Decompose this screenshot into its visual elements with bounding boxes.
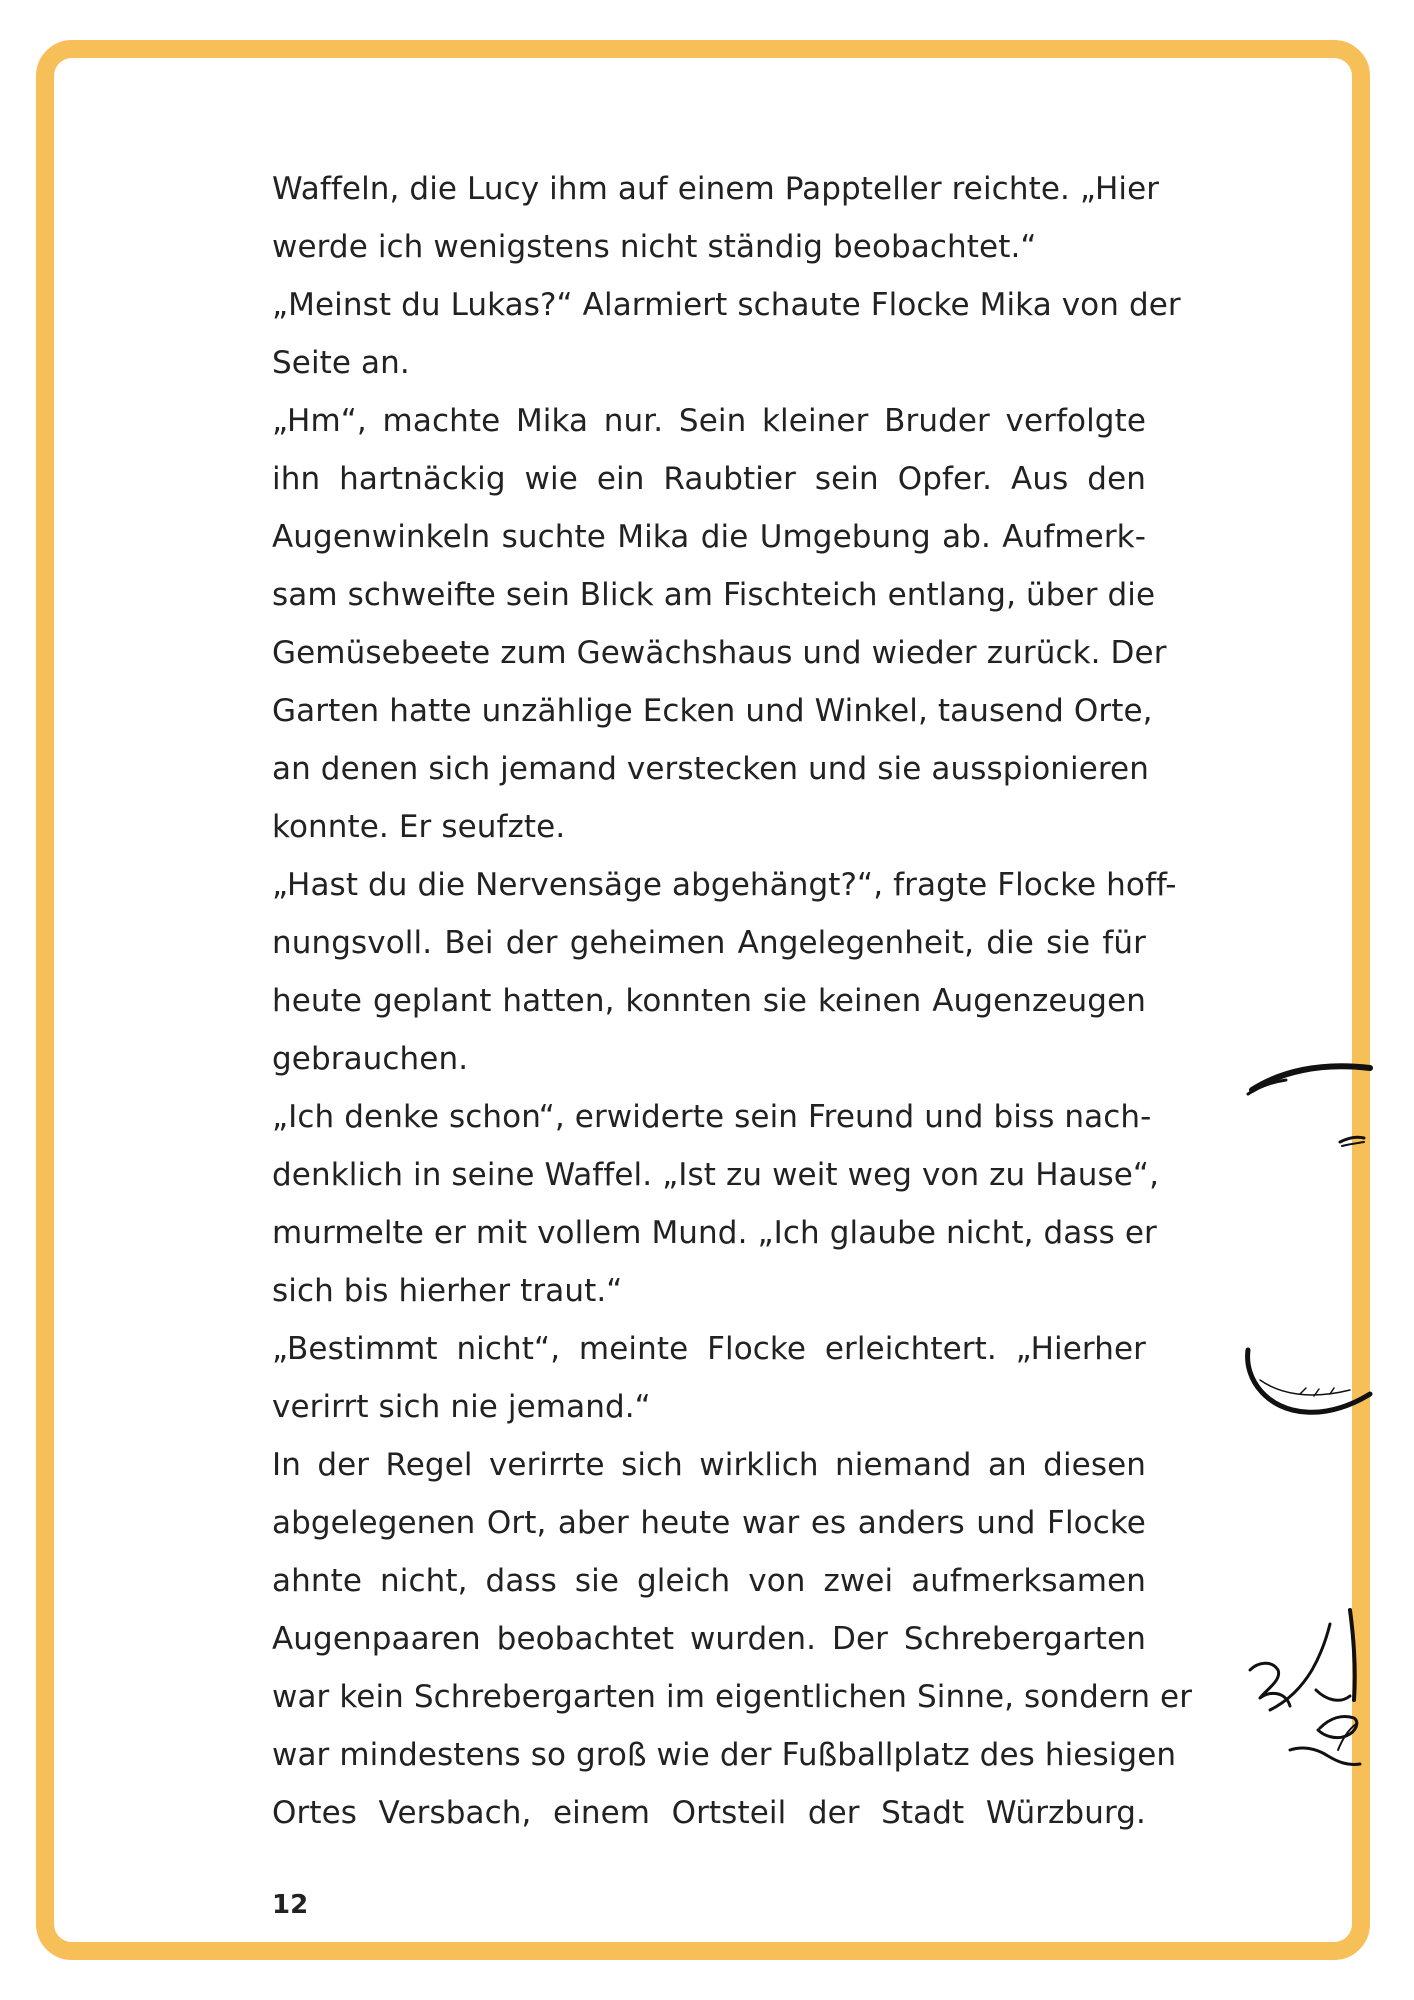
text-line: sam schweifte sein Blick am Fischteich entlang, über die [272,577,1156,613]
text-line: Garten hatte unzählige Ecken und Winkel, tausend Orte, [272,693,1153,729]
text-line: war mindestens so groß wie der Fußballplatz des hiesigen [272,1737,1177,1773]
text-line: In der Regel verirrte sich wirklich niemand an diesen [272,1447,1146,1483]
text-line: denklich in seine Waffel. „Ist zu weit weg von zu Hause“, [272,1157,1160,1193]
doodle-arc-top [1252,1066,1370,1090]
text-line: „Meinst du Lukas?“ Alarmiert schaute Flocke Mika von der [272,287,1181,323]
text-line: konnte. Er seufzte. [272,809,566,845]
text-line: murmelte er mit vollem Mund. „Ich glaube nicht, dass er [272,1215,1157,1251]
text-line: werde ich wenigstens nicht ständig beobachtet.“ [272,229,1037,265]
text-line: nungsvoll. Bei der geheimen Angelegenheit, die sie für [272,925,1146,961]
text-line: „Hm“, machte Mika nur. Sein kleiner Bruder verfolgte [272,403,1146,439]
text-line: „Hast du die Nervensäge abgehängt?“, fragte Flocke hoff- [272,867,1177,903]
text-line: ihn hartnäckig wie ein Raubtier sein Opfer. Aus den [272,461,1146,497]
text-line: an denen sich jemand verstecken und sie ausspionieren [272,751,1149,787]
text-line: Seite an. [272,345,410,381]
doodle-dash [1340,1137,1364,1142]
text-line: abgelegenen Ort, aber heute war es anders und Flocke [272,1505,1146,1541]
text-line: „Ich denke schon“, erwiderte sein Freund und biss nach- [272,1099,1152,1135]
text-line: Ortes Versbach, einem Ortsteil der Stadt Würzburg. [272,1795,1146,1831]
text-line: Gemüsebeete zum Gewächshaus und wieder zurück. Der [272,635,1167,671]
text-line: Augenpaaren beobachtet wurden. Der Schrebergarten [272,1621,1146,1657]
text-line: gebrauchen. [272,1041,469,1077]
body-text [272,160,1193,1842]
text-line: Waffeln, die Lucy ihm auf einem Pappteller reichte. „Hier [272,171,1160,207]
text-line: sich bis hierher traut.“ [272,1273,623,1309]
margin-doodle-illustration [1230,1050,1380,1900]
text-line: „Bestimmt nicht“, meinte Flocke erleichtert. „Hierher [272,1331,1146,1367]
text-line: heute geplant hatten, konnten sie keinen Augenzeugen [272,983,1146,1019]
text-line: war kein Schrebergarten im eigentlichen Sinne, sondern er [272,1679,1193,1715]
text-line: ahnte nicht, dass sie gleich von zwei aufmerksamen [272,1563,1146,1599]
text-line: verirrt sich nie jemand.“ [272,1389,651,1425]
text-line: Augenwinkeln suchte Mika die Umgebung ab. Aufmerk- [272,519,1146,555]
page-number: 12 [272,1890,309,1920]
doodle-curve-middle [1248,1350,1370,1412]
